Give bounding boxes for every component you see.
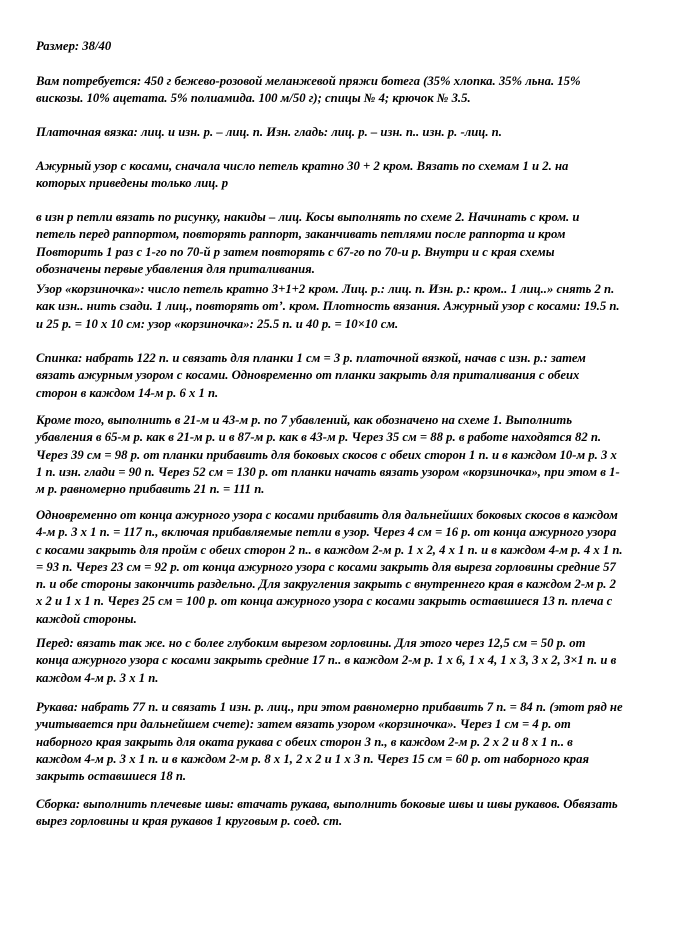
text-line: и 25 р. = 10 х 10 см: узор «корзиночка»: 25.5 п. и 40 р. = 10×10 см.: [36, 316, 399, 331]
materials-paragraph: [36, 73, 676, 108]
sleeves-paragraph: [36, 699, 676, 785]
openwork-pattern-paragraph: [36, 158, 676, 193]
text-line: сторон в каждом 14-м р. 6 х 1 п.: [36, 385, 219, 400]
text-line: Повторить 1 раз с 1-го по 70-й р затем повторять с 67-го по 70-и р. Внутри и с края схемы: [36, 244, 555, 259]
text-line: Платочная вязка: лиц. и изн. р. – лиц. п. Изн. гладь: лиц. р. – изн. п.. изн. р. -лиц. п.: [36, 125, 502, 139]
text-line: Размер: 38/40: [36, 39, 112, 53]
size-paragraph: [36, 38, 676, 55]
front-paragraph: [36, 635, 676, 687]
text-line: Сборка: выполнить плечевые швы: втачать рукава, выполнить боковые швы и швы рукавов. Обвязать: [36, 797, 618, 811]
basket-pattern-paragraph: [36, 281, 676, 333]
text-line: каждом 4-м р. 3 х 1 п.: [36, 670, 159, 685]
text-line: Узор «корзиночка»: число петель кратно 3+1+2 кром. Лиц. р.: лиц. п. Изн. р.: кром.. 1 лиц..» снять 2 п.: [36, 282, 615, 296]
text-line: Рукава: набрать 77 п. и связать 1 изн. р. лиц., при этом равномерно прибавить 7 п. = 84 п. (этот ряд не: [36, 700, 623, 714]
text-line: п. и обе стороны закончить раздельно. Для закругления закрыть с внутреннего края в каждом 2-м р. 2: [36, 577, 616, 592]
text-line: Вам потребуется: 450 г бежево-розовой меланжевой пряжи ботега (35% хлопка. 35% льна. 15%: [36, 74, 581, 88]
text-line: м р. равномерно прибавить 21 п. = 111 п.: [36, 482, 265, 497]
text-line: учитывается при дальнейшем счете): затем вязать узором «корзиночка». Через 1 см = 4 р. от: [36, 717, 571, 732]
text-line: Перед: вязать так же. но с более глубоким вырезом горловины. Для этого через 12,5 см = 50 р. от: [36, 636, 586, 650]
text-line: Через 39 см = 98 р. от планки прибавить для боковых скосов с обеих сторон 1 п. и в каждом 10-м р. 3 х: [36, 447, 617, 462]
text-line: убавления в 65-м р. как в 21-м р. и в 87-м р. как в 43-м р. Через 35 см = 88 р. в работе находятся 82 п.: [36, 430, 602, 445]
text-line: конца ажурного узора с косами закрыть средние 17 п.. в каждом 2-м р. 1 х 6, 1 х 4, 1 х 3, 3 х 2, 3×1 п. и в: [36, 653, 617, 668]
text-line: х 2 и 1 х 1 п. Через 25 см = 100 р. от конца ажурного узора с косами закрыть оставшиеся 13 п. плеча с: [36, 594, 613, 609]
text-line: которых приведены только лиц. р: [36, 176, 229, 191]
back-paragraph: [36, 350, 676, 402]
text-line: Кроме того, выполнить в 21-м и 43-м р. по 7 убавлений, как обозначено на схеме 1. Выполнить: [36, 413, 572, 427]
text-line: наборного края закрыть для оката рукава с обеих сторон 3 п., в каждом 2-м р. 2 х 2 и 8 х 1 п.. в: [36, 734, 573, 749]
assembly-paragraph: [36, 796, 676, 831]
text-line: петель перед раппортом, повторять раппорт, заканчивать петлями после раппорта и кром: [36, 227, 566, 242]
text-line: = 93 п. Через 23 см = 92 р. от конца ажурного узора с косами закрыть для выреза горловины средние 57: [36, 559, 616, 574]
text-line: 1 п. изн. глади = 90 п. Через 52 см = 130 р. от планки начать вязать узором «корзиночка», при этом в 1-: [36, 464, 620, 479]
text-line: закрыть оставшиеся 18 п.: [36, 769, 187, 784]
garter-stitch-paragraph: [36, 124, 676, 141]
armhole-neckline-paragraph: [36, 507, 676, 628]
text-line: каждом 4-м р. 3 х 1 п. и в каждом 2-м р. 8 х 1, 2 х 2 и 1 х 3 п. Через 15 см = 60 р. от наборного края: [36, 751, 590, 766]
text-line: обозначены первые убавления для приталивания.: [36, 261, 315, 276]
text-line: вырез горловины и края рукавов 1 круговым р. соед. ст.: [36, 814, 343, 829]
text-line: Ажурный узор с косами, сначала число петель кратно 30 + 2 кром. Вязать по схемам 1 и 2. на: [36, 159, 569, 173]
text-line: Одновременно от конца ажурного узора с косами прибавить для дальнейших боковых скосов в каждом: [36, 508, 618, 522]
text-line: в изн р петли вязать по рисунку, накиды – лиц. Косы выполнять по схеме 2. Начинать с кром. и: [36, 210, 580, 224]
openwork-instructions-paragraph: [36, 209, 676, 278]
text-line: каждой стороны.: [36, 611, 137, 626]
decreases-paragraph: [36, 412, 676, 498]
text-line: Спинка: набрать 122 п. и связать для планки 1 см = 3 р. платочной вязкой, начав с изн. р.: затем: [36, 351, 586, 365]
text-line: вязать ажурным узором с косами. Одновременно от планки закрыть для приталивания с обеих: [36, 368, 580, 383]
text-line: с косами закрыть для пройм с обеих сторон 2 п.. в каждом 2-м р. 1 х 2, 4 х 1 п. и в каждом 4-м р. 4 х 1 п.: [36, 542, 623, 557]
text-line: вискозы. 10% ацетата. 5% полиамида. 100 м/50 г); спицы № 4; крючок № 3.5.: [36, 91, 471, 106]
text-line: 4-м р. 3 х 1 п. = 117 п., включая прибавляемые петли в узор. Через 4 см = 16 р. от конца ажурного узора: [36, 525, 617, 540]
text-line: как изн.. нить сзади. 1 лиц., повторять от’. кром. Плотность вязания. Ажурный узор с косами: 19.5 п.: [36, 299, 620, 314]
